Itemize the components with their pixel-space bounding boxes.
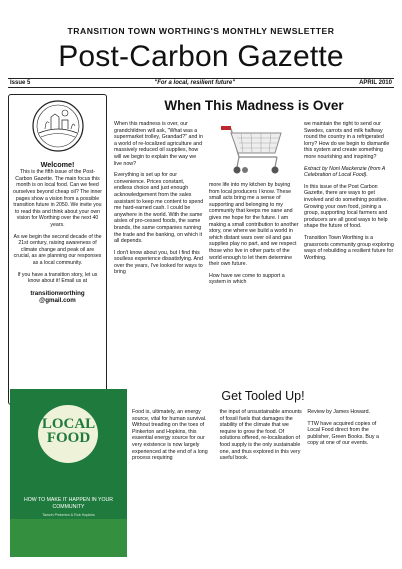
issue-number: Issue 5	[10, 80, 31, 86]
book-title-line-2: FOOD	[46, 430, 91, 446]
article-column-1	[114, 121, 204, 291]
review-credit: Review by James Howard.	[307, 409, 371, 415]
issue-bar	[8, 78, 394, 88]
welcome-paragraph-3: If you have a transition story, let us know about it! Email us at	[17, 271, 98, 285]
newsletter-title: Post-Carbon Gazette	[58, 40, 344, 73]
article-paragraph: more life into my kitchen by buying from local producers I know. These small acts bring me a sense of supporting and belonging to my community that keeps me sane and gives me hope for the future. I am making a small contribution to another story, one where we build a world in which distant wars over oil and gas supplies play no part, and we respect those who live in other parts of the world enough to let them determine their own future.	[209, 182, 299, 268]
article-paragraph: When this madness is over, our grandchildren will ask, "What was a supermarket trolley, Grandad?" and in a world of re-localized agriculture and massively reduced oil supplies, how will we begin to explain the way we live now?	[114, 121, 203, 167]
review-paragraph: TTW have acquired copies of Local Food direct from the publisher, Green Books. Buy a copy at one of our events.	[307, 420, 379, 447]
article-extract-credit: Extract by Noni Mackenzie (from A Celebration of Local Food).	[304, 165, 386, 179]
book-subtitle: HOW TO MAKE IT HAPPEN IN YOUR COMMUNITY	[24, 497, 113, 510]
review-column-1	[132, 409, 215, 467]
article-paragraph: we maintain the right to send our Swedes, carrots and milk halfway round the country in a refrigerated lorry? How do we begin to dismantle this system and create something more nourishing and inspiring?	[304, 121, 390, 160]
welcome-heading: Welcome!	[40, 159, 75, 169]
welcome-paragraph-1: This is the fifth issue of the Post-Carbon Gazette. The main focus this month is on local food. Can we feed ourselves beyond cheap oil? The inner pages show a vision from a possible transition future in 2050. We invite you to read this and think about your own vision for Worthing over the next 40 years.	[12, 169, 102, 228]
book-title-line-1: LOCAL	[41, 416, 96, 432]
article-main	[114, 92, 394, 405]
local-food-book-cover	[10, 389, 127, 557]
book-cover-band	[10, 519, 127, 557]
article-column-2	[209, 121, 299, 291]
shopping-trolley-image	[219, 121, 289, 179]
issue-date: APRIL 2010	[359, 80, 392, 86]
article-paragraph: In this issue of the Post Carbon Gazette, there are ways to get involved and do something positive. Growing your own food, joining a group, supporting local farmers and producers are all good ways to help shape the future of food.	[304, 183, 388, 230]
transition-town-worthing-logo	[31, 99, 85, 153]
review-headline: Get Tooled Up!	[221, 389, 305, 403]
newsletter-top-line: TRANSITION TOWN WORTHING'S MONTHLY NEWSLETTER	[67, 26, 335, 36]
review-paragraph: the input of unsustainable amounts of fossil fuels that damages the stability of the climate that we require to grow the food. Of solutions offered, re-localisation of food supply is the only sustainable one, and thus explored in this very useful book.	[219, 409, 302, 462]
article-paragraph: I don't know about you, but I find this soulless experience dissatisfying. And over the years, I've looked for ways to bring	[114, 249, 203, 276]
review-column-2	[220, 409, 303, 467]
contact-email[interactable]: transitionworthing @gmail.com	[30, 289, 85, 305]
book-review-section	[8, 385, 394, 561]
article-paragraph: Transition Town Worthing is a grassroots community group exploring ways of rebuilding a resilient future for Worthing.	[304, 234, 394, 261]
review-column-3	[307, 409, 390, 467]
article-column-3	[304, 121, 394, 291]
welcome-sidebar	[8, 94, 107, 405]
article-headline: When This Madness is Over	[164, 98, 344, 113]
article-paragraph: How have we come to support a system in which	[209, 272, 285, 286]
article-paragraph: Everything is set up for our convenience. Prices constant, endless choice and just enough acknowledgement from the sales assistant to keep me content to spend me hard-earned cash. I could be anywhere in the world. With the same aisles of pro-cessed foods, the same brands, the same companies running the trade and the banking, on which it all depends.	[114, 172, 204, 245]
review-paragraph: Food is, ultimately, an energy source, vital for human survival. Without treading on the toes of Pinkerton and Hopkins, this essential energy source for our very existence is now largely experienced at the end of a long process requiring	[132, 409, 208, 462]
tagline: "For a local, resilient future"	[154, 80, 236, 86]
book-authors: Tamzin Pinkerton & Rob Hopkins	[42, 513, 95, 517]
welcome-paragraph-2: As we begin the second decade of the 21st century, raising awareness of climate change and peak oil are crucial, as are planning our responses as a local community.	[13, 233, 102, 266]
